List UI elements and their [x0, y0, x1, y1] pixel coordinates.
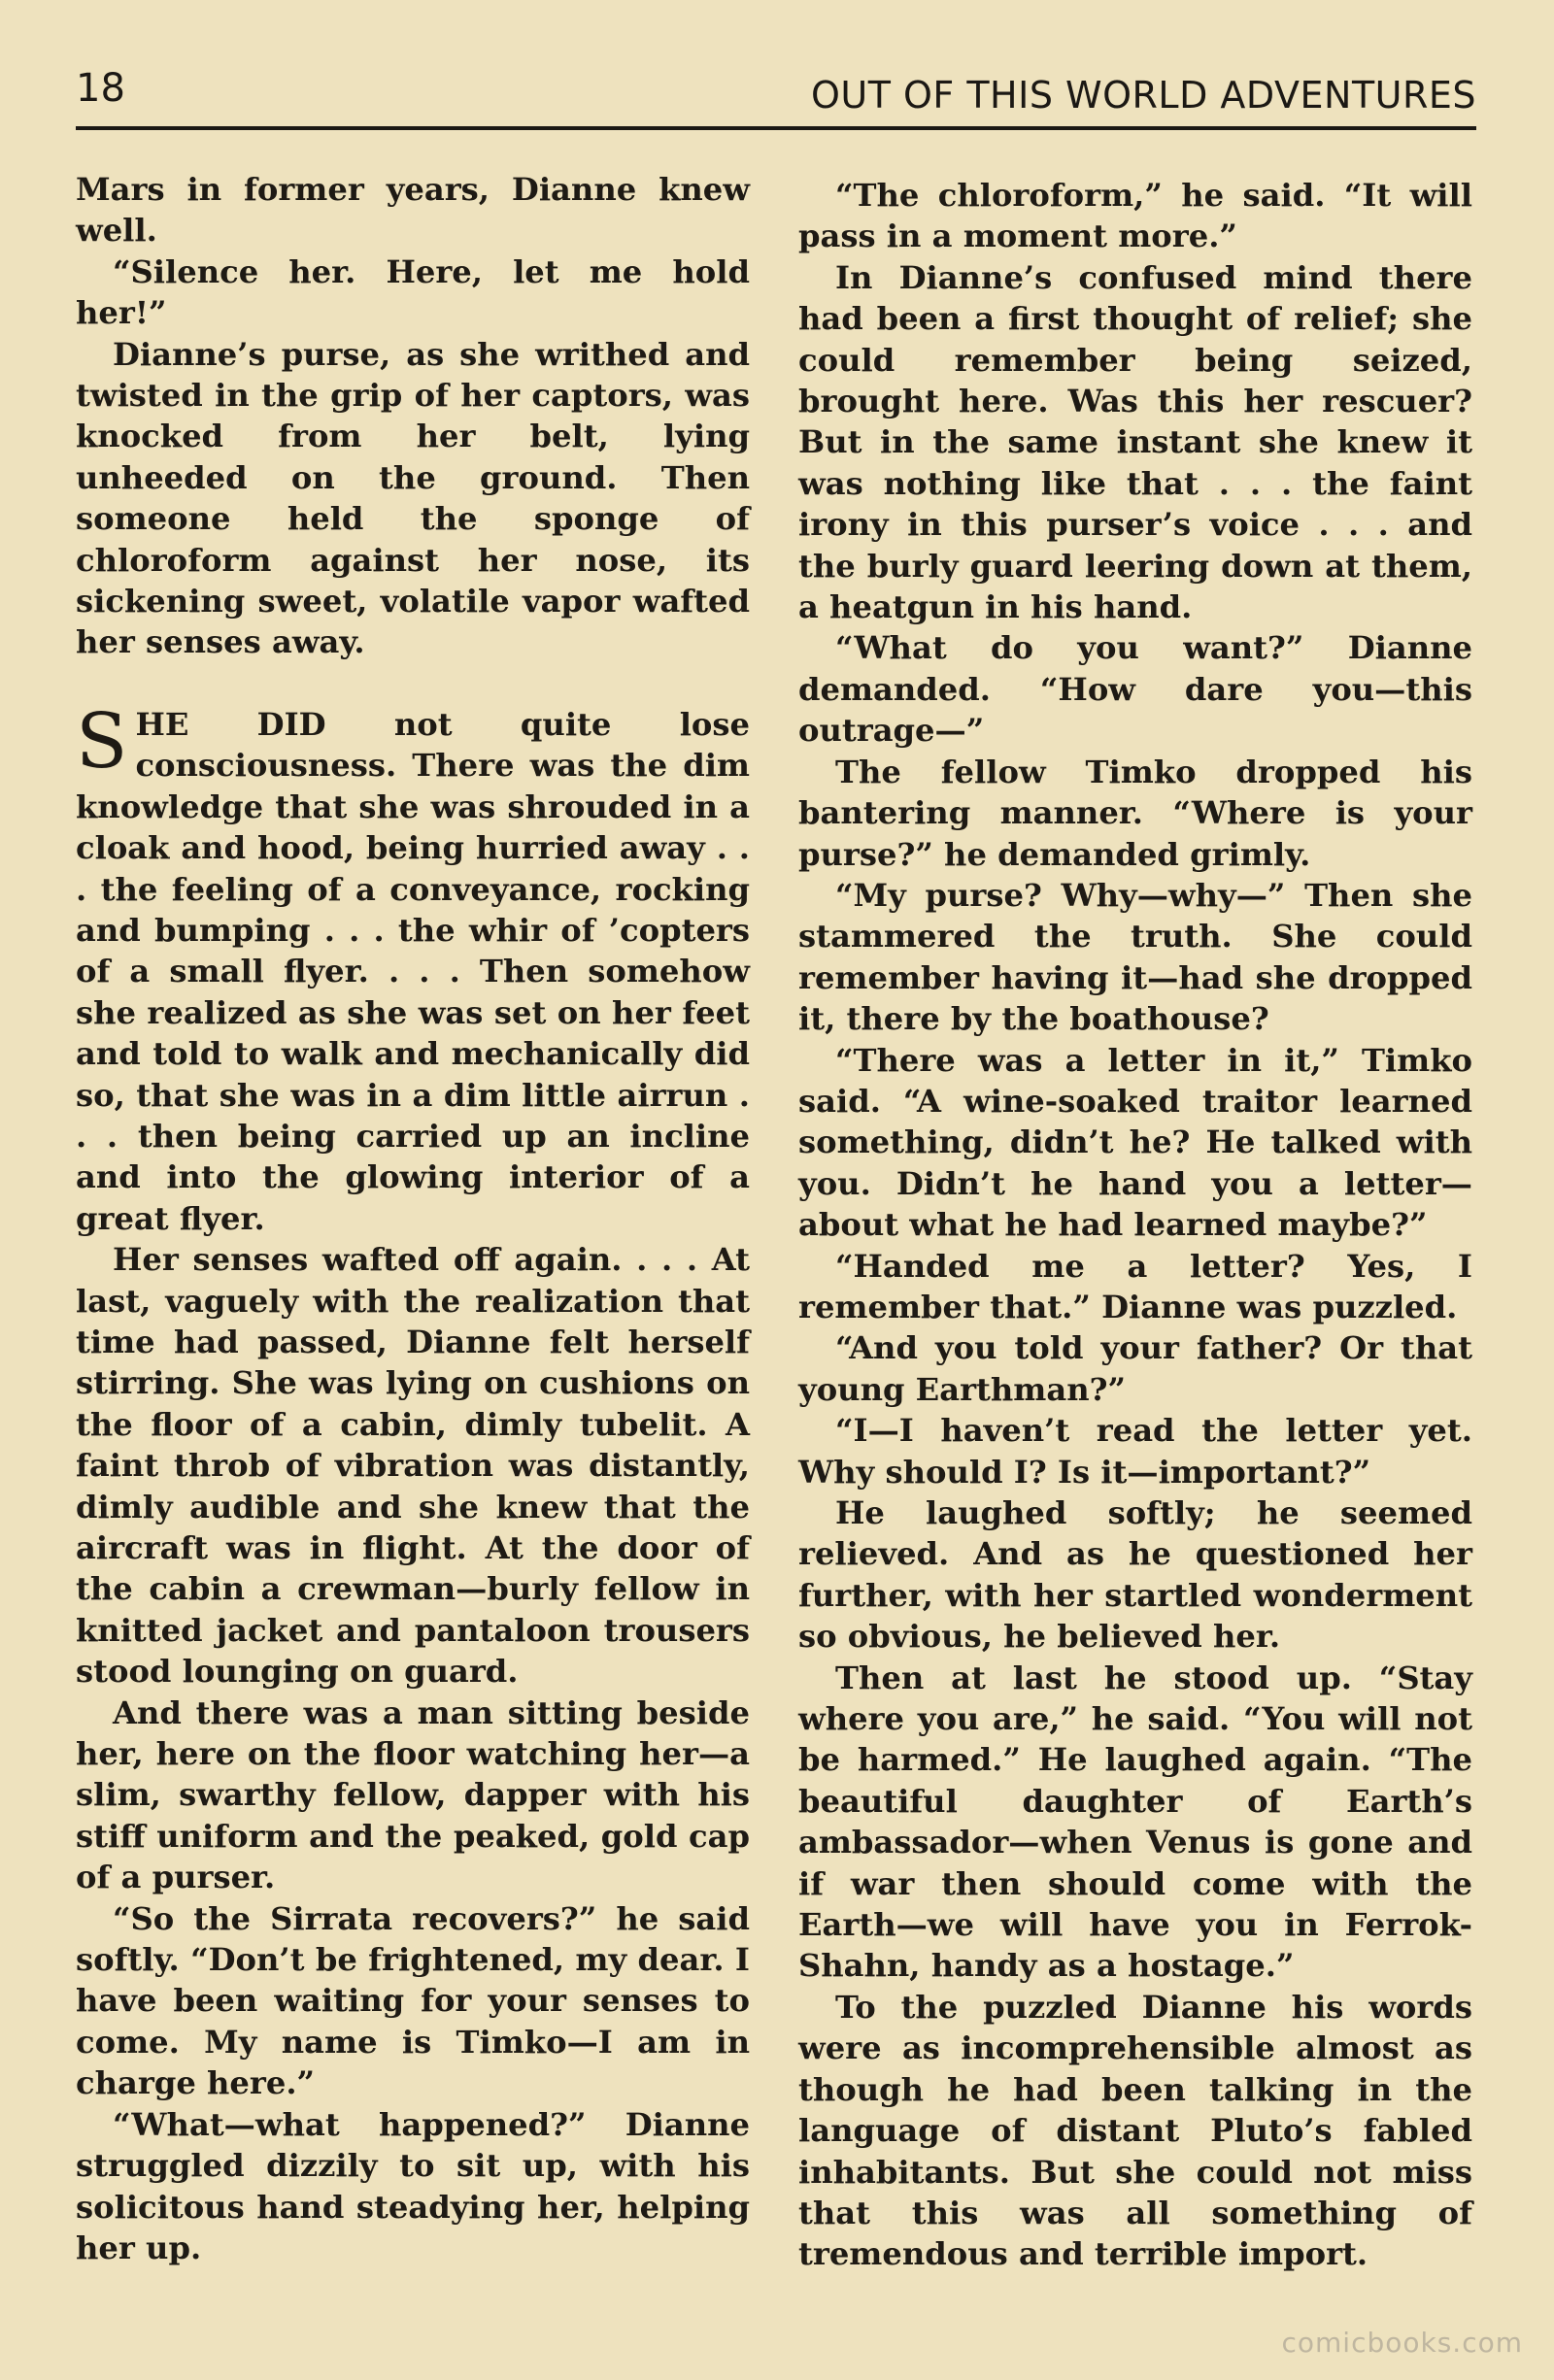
- section-opening-text: HE DID not quite lose consciousness. There was the dim knowledge that she was shrouded in a cloak and hood, being hurried away . . . the feeling of a conveyance, rocking and bumping . . . the whir of ’copters of a small flyer. . . . Then somehow she realized as she was set on her feet and told to walk and mechanically did so, that she was in a dim little airrun . . . then being carried up an incline and into the glowing interior of a great flyer.: [76, 705, 750, 1237]
- section-break: [76, 663, 750, 704]
- paragraph: “Handed me a letter? Yes, I remember that.” Dianne was puzzled.: [798, 1247, 1472, 1325]
- paragraph: “I—I haven’t read the letter yet. Why should I? Is it—important?”: [798, 1412, 1472, 1491]
- paragraph: In Dianne’s confused mind there had been a first thought of relief; she could remember being seized, brought here. Was this her rescuer? But in the same instant she knew it was nothing like that . . . the faint irony in this purser’s voice . . . and the burly guard leering down at them, a heatgun in his hand.: [798, 258, 1472, 626]
- paragraph: “And you told your father? Or that young Earthman?”: [798, 1329, 1472, 1408]
- paragraph: “What do you want?” Dianne demanded. “How dare you—this outrage—”: [798, 629, 1472, 750]
- paragraph: “The chloroform,” he said. “It will pass in a moment more.”: [798, 177, 1472, 255]
- paragraph: “So the Sirrata recovers?” he said softly. “Don’t be frightened, my dear. I have been waiting for your senses to come. My name is Timko—I am in charge here.”: [76, 1899, 750, 2102]
- page-number: 18: [76, 66, 125, 111]
- section-opening-paragraph: [76, 697, 750, 1239]
- paragraph: “My purse? Why—why—” Then she stammered the truth. She could remember having it—had she dropped it, there by the boathouse?: [798, 876, 1472, 1038]
- paragraph: Dianne’s purse, as she writhed and twisted in the grip of her captors, was knocked from her belt, lying unheeded on the ground. Then someone held the sponge of chloroform against her nose, its sickening sweet, volatile vapor wafted her senses away.: [76, 335, 750, 661]
- running-title: OUT OF THIS WORLD ADVENTURES: [810, 74, 1476, 117]
- paragraph: And there was a man sitting beside her, here on the floor watching her—a slim, swarthy fellow, dapper with his stiff uniform and the peaked, gold cap of a purser.: [76, 1693, 750, 1896]
- watermark: comicbooks.com: [1281, 2327, 1523, 2359]
- paragraph: Her senses wafted off again. . . . At last, vaguely with the realization that time had passed, Dianne felt herself stirring. She was lying on cushions on the floor of a cabin, dimly tubelit. A faint throb of vibration was distantly, dimly audible and she knew that the aircraft was in flight. At the door of the cabin a crewman—burly fellow in knitted jacket and pantaloon trousers stood lounging on guard.: [76, 1241, 750, 1691]
- paragraph: To the puzzled Dianne his words were as incomprehensible almost as though he had been talking in the language of distant Pluto’s fabled inhabitants. But she could not miss that this was all something of tremendous and terrible import.: [798, 1988, 1472, 2273]
- page-header: [76, 64, 1476, 132]
- paragraph: The fellow Timko dropped his bantering manner. “Where is your purse?” he demanded grimly.: [798, 753, 1472, 873]
- right-column: [798, 175, 1472, 2275]
- header-rule: [76, 126, 1476, 130]
- left-column: [76, 169, 750, 2268]
- paragraph: “What—what happened?” Dianne struggled dizzily to sit up, with his solicitous hand steadying her, helping her up.: [76, 2105, 750, 2266]
- paragraph: He laughed softly; he seemed relieved. And as he questioned her further, with her startled wonderment so obvious, he believed her.: [798, 1494, 1472, 1656]
- drop-cap: S: [76, 697, 128, 786]
- paragraph: “There was a letter in it,” Timko said. “A wine-soaked traitor learned something, didn’t he? He talked with you. Didn’t he hand you a letter—about what he had learned maybe?”: [798, 1041, 1472, 1244]
- paragraph: Then at last he stood up. “Stay where you are,” he said. “You will not be harmed.” He laughed again. “The beautiful daughter of Earth’s ambassador—when Venus is gone and if war then should come with the Earth—we will have you in Ferrok-Shahn, handy as a hostage.”: [798, 1659, 1472, 1985]
- paragraph: Mars in former years, Dianne knew well.: [76, 171, 750, 250]
- paragraph: “Silence her. Here, let me hold her!”: [76, 252, 750, 332]
